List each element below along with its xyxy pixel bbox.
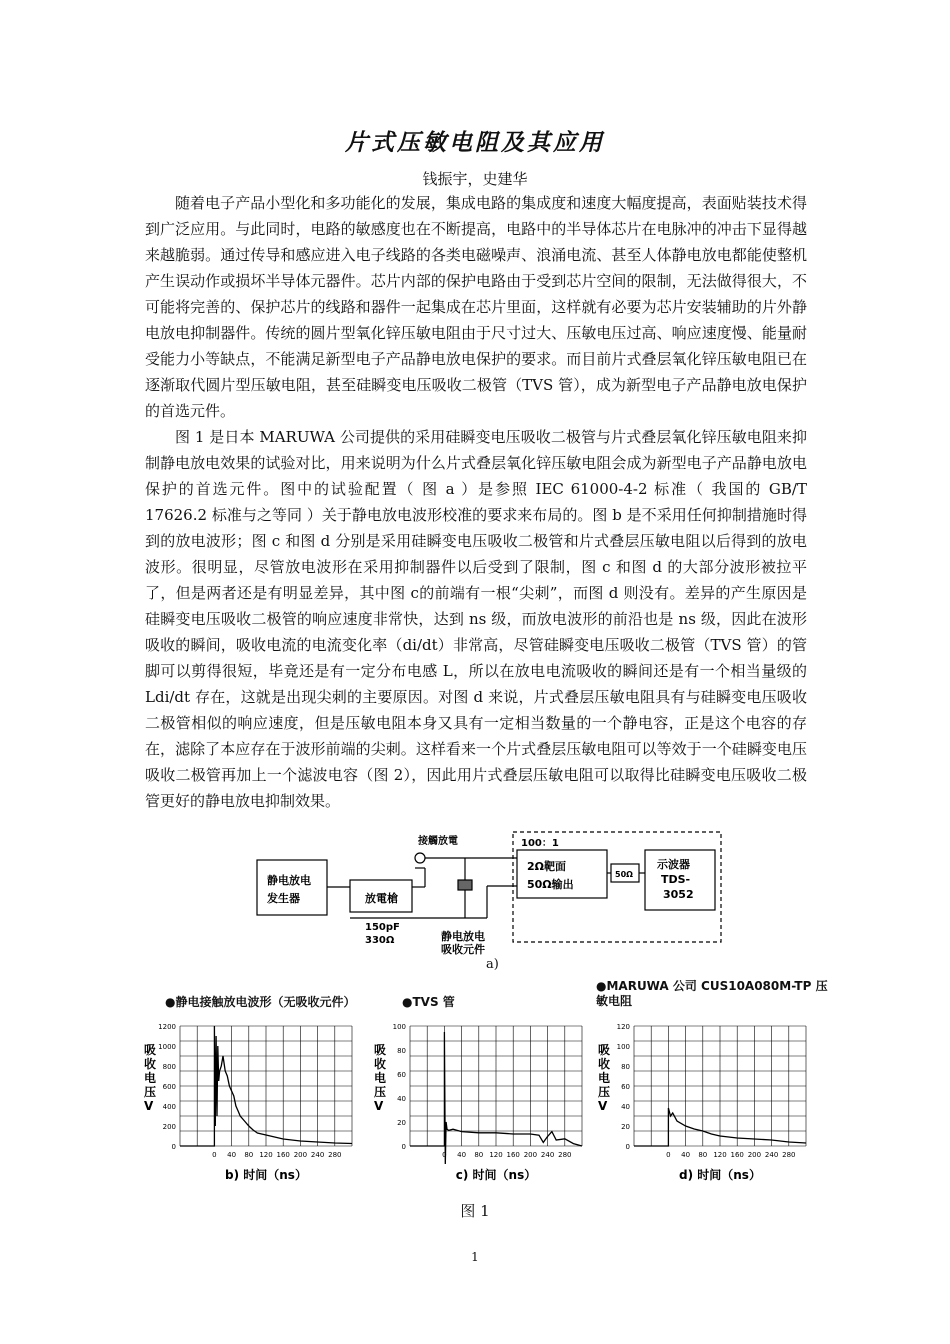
- chart-c-title: ●TVS 管: [402, 995, 455, 1009]
- resistor-label: 50Ω: [615, 870, 633, 879]
- chart-b: [138, 1018, 360, 1198]
- chart-c: [368, 1018, 590, 1198]
- y-axis-label-char: 电: [374, 1071, 387, 1085]
- y-tick-label: 100: [616, 1043, 630, 1051]
- y-axis-label-char: V: [598, 1099, 608, 1113]
- y-tick-label: 120: [616, 1023, 630, 1031]
- x-axis-label: b) 时间（ns）: [225, 1168, 307, 1182]
- y-tick-label: 80: [621, 1063, 630, 1071]
- x-axis-label: c) 时间（ns）: [455, 1168, 537, 1182]
- y-tick-label: 20: [621, 1123, 630, 1131]
- y-tick-label: 40: [621, 1103, 630, 1111]
- y-tick-label: 600: [162, 1083, 176, 1091]
- chart-d: [592, 1018, 814, 1198]
- gun-capacitance: 150pF: [365, 922, 400, 933]
- chart-d-title: ●MARUWA 公司 CUS10A080M-TP 压敏电阻: [596, 979, 828, 1008]
- page-number: 1: [471, 1250, 479, 1264]
- y-tick-label: 60: [397, 1071, 406, 1079]
- y-axis-label-char: 电: [144, 1071, 157, 1085]
- x-tick-label: 0: [442, 1151, 447, 1159]
- x-tick-label: 120: [489, 1151, 503, 1159]
- x-tick-label: 200: [523, 1151, 538, 1159]
- y-axis-label-char: 吸: [598, 1043, 611, 1057]
- generator-box: [257, 860, 327, 915]
- y-tick-label: 0: [171, 1143, 176, 1151]
- x-tick-label: 200: [747, 1151, 762, 1159]
- figure-a-sublabel: a): [486, 957, 499, 972]
- y-tick-label: 1200: [158, 1023, 176, 1031]
- generator-label-2: 发生器: [267, 892, 300, 905]
- x-tick-label: 40: [227, 1151, 237, 1159]
- target-label-2: 50Ω输出: [527, 878, 574, 891]
- y-axis-label-char: 压: [144, 1085, 157, 1099]
- x-tick-label: 200: [293, 1151, 308, 1159]
- y-axis-label-char: V: [374, 1099, 384, 1113]
- figure-caption: 图 1: [460, 1202, 490, 1220]
- x-tick-label: 120: [259, 1151, 273, 1159]
- gun-label: 放電槍: [365, 892, 398, 905]
- y-tick-label: 60: [621, 1083, 630, 1091]
- chart-b-title: ●静电接触放电波形（无吸收元件）: [165, 995, 356, 1009]
- y-tick-label: 200: [162, 1123, 176, 1131]
- x-axis-label: d) 时间（ns）: [679, 1168, 761, 1182]
- x-tick-label: 240: [540, 1151, 555, 1159]
- x-tick-label: 40: [457, 1151, 467, 1159]
- x-tick-label: 0: [212, 1151, 217, 1159]
- x-tick-label: 280: [558, 1151, 572, 1159]
- y-axis-label-char: 吸: [374, 1043, 387, 1057]
- x-tick-label: 120: [713, 1151, 727, 1159]
- authors: 钱振宇，史建华: [422, 170, 528, 188]
- ratio-label: 100：1: [521, 838, 559, 849]
- x-tick-label: 80: [474, 1151, 484, 1159]
- y-axis-label-char: 压: [598, 1085, 611, 1099]
- generator-label-1: 静电放电: [267, 874, 311, 887]
- x-tick-label: 240: [310, 1151, 325, 1159]
- y-tick-label: 400: [162, 1103, 176, 1111]
- x-tick-label: 160: [276, 1151, 290, 1159]
- paragraph-1: 随着电子产品小型化和多功能化的发展，集成电路的集成度和速度大幅度提高，表面贴装技术得到广泛应用。与此同时，电路的敏感度也在不断提高，电路中的半导体芯片在电脉冲的冲击下显得越来越脆弱。通过传导和感应进入电子线路的各类电磁噪声、浪涌电流、甚至人体静电放电都能使整机产生误动作或损坏半导体元器件。芯片内部的保护电路由于受到芯片空间的限制，无法做得很大，不可能将完善的、保护芯片的线路和器件一起集成在芯片里面，这样就有必要为芯片安装辅助的片外静电放电抑制器件。传统的圆片型氧化锌压敏电阻由于尺寸过大、压敏电压过高、响应速度慢、能量耐受能力小等缺点，不能满足新型电子产品静电放电保护的要求。而目前片式叠层氧化锌压敏电阻已在逐渐取代圆片型压敏电阻，甚至硅瞬变电压吸收二极管（TVS 管），成为新型电子产品静电放电保护的首选元件。: [145, 194, 807, 420]
- y-axis-label-char: 压: [374, 1085, 387, 1099]
- absorber-label-2: 吸收元件: [441, 943, 485, 956]
- y-axis-label-char: 电: [598, 1071, 611, 1085]
- x-tick-label: 280: [328, 1151, 342, 1159]
- y-tick-label: 800: [162, 1063, 176, 1071]
- scope-label-2: TDS-: [661, 873, 691, 886]
- y-axis-label-char: V: [144, 1099, 154, 1113]
- x-tick-label: 40: [681, 1151, 691, 1159]
- body-text: [145, 190, 807, 814]
- x-tick-label: 240: [764, 1151, 779, 1159]
- figure-a-diagram: [255, 830, 725, 970]
- x-tick-label: 160: [506, 1151, 520, 1159]
- scope-label-1: 示波器: [657, 858, 690, 871]
- page-title: 片式压敏电阻及其应用: [345, 129, 605, 156]
- y-tick-label: 80: [397, 1047, 406, 1055]
- y-axis-label-char: 收: [598, 1057, 611, 1071]
- y-tick-label: 1000: [158, 1043, 176, 1051]
- target-label-1: 2Ω靶面: [527, 860, 567, 873]
- x-tick-label: 280: [782, 1151, 796, 1159]
- scope-label-3: 3052: [663, 888, 694, 901]
- contact-point-icon: [415, 853, 425, 863]
- y-axis-label-char: 收: [144, 1057, 157, 1071]
- absorber-label-1: 静电放电: [441, 930, 485, 943]
- x-tick-label: 80: [244, 1151, 254, 1159]
- paragraph-2: 图 1 是日本 MARUWA 公司提供的采用硅瞬变电压吸收二极管与片式叠层氧化锌压敏电阻来抑制静电放电效果的试验对比，用来说明为什么片式叠层氧化锌压敏电阻会成为新型电子产品静电放电保护的首选元件。图中的试验配置（ 图 a ）是参照 IEC 61000-4-2 标准（ 我国的 GB/T 17626.2 标准与之等同 ）关于静电放电波形校准的要求来布局的。图 b 是不采用任何抑制措施时得到的放电波形；图 c 和图 d 分别是采用硅瞬变电压吸收二极管和片式叠层压敏电阻以后得到的放电波形。很明显，尽管放电波形在采用抑制器件以后受到了限制，图 c 和图 d 的大部分波形被拉平了，但是两者还是有明显差异，其中图 c的前端有一根“尖刺”，而图 d 则没有。差异的产生原因是硅瞬变电压吸收二极管的响应速度非常快，达到 ns 级，而放电波形的前沿也是 ns 级，因此在波形吸收的瞬间，吸收电流的电流变化率（di/dt）非常高，尽管硅瞬变电压吸收二极管（TVS 管）的管脚可以剪得很短，毕竟还是有一定分布电感 L，所以在放电电流吸收的瞬间还是有一个相当量级的 Ldi/dt 存在，这就是出现尖刺的主要原因。对图 d 来说，片式叠层压敏电阻具有与硅瞬变电压吸收二极管相似的响应速度，但是压敏电阻本身又具有一定相当数量的一个静电容，正是这个电容的存在，滤除了本应存在于波形前端的尖刺。这样看来一个片式叠层压敏电阻可以等效于一个硅瞬变电压吸收二极管再加上一个滤波电容（图 2），因此用片式叠层压敏电阻可以取得比硅瞬变电压吸收二极管更好的静电放电抑制效果。: [145, 428, 807, 810]
- y-tick-label: 40: [397, 1095, 406, 1103]
- x-tick-label: 0: [666, 1151, 671, 1159]
- contact-discharge-label: 接觸放電: [418, 836, 458, 847]
- y-tick-label: 20: [397, 1119, 406, 1127]
- x-tick-label: 160: [730, 1151, 744, 1159]
- gun-resistance: 330Ω: [365, 935, 395, 946]
- y-tick-label: 0: [401, 1143, 406, 1151]
- y-tick-label: 0: [625, 1143, 630, 1151]
- x-tick-label: 80: [698, 1151, 708, 1159]
- y-axis-label-char: 收: [374, 1057, 387, 1071]
- y-axis-label-char: 吸: [144, 1043, 157, 1057]
- absorber-component-icon: [458, 880, 472, 890]
- y-tick-label: 100: [392, 1023, 406, 1031]
